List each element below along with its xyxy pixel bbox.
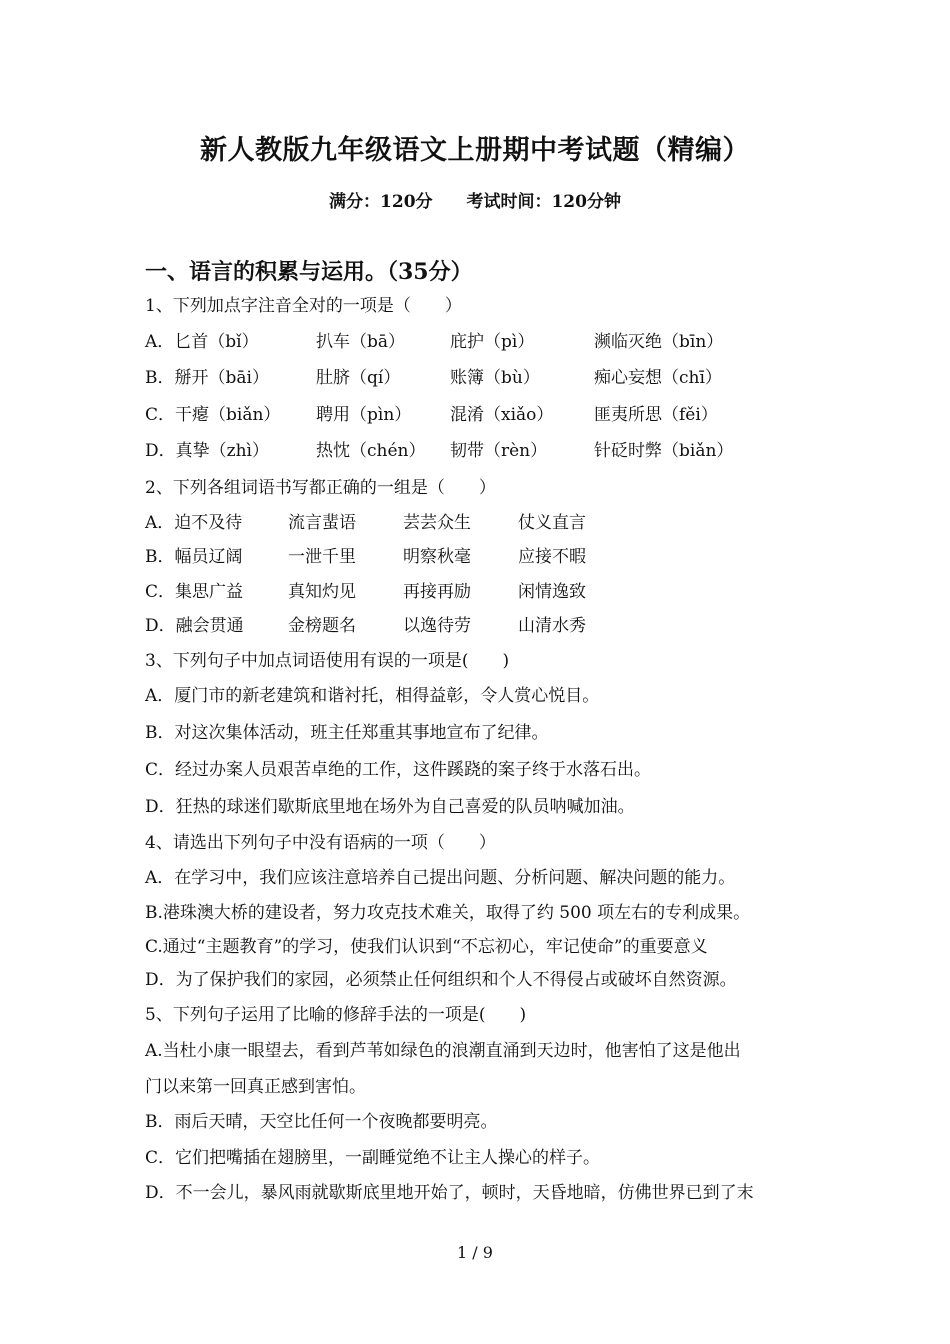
q2-stem: 2、下列各组词语书写都正确的一组是（ ）	[145, 478, 496, 498]
q4-option-a: A．在学习中，我们应该注意培养自己提出问题、分析问题、解决问题的能力。	[145, 868, 736, 888]
q3-option-c: C．经过办案人员艰苦卓绝的工作，这件蹊跷的案子终于水落石出。	[145, 760, 652, 780]
q4-option-d: D．为了保护我们的家园，必须禁止任何组织和个人不得侵占或破坏自然资源。	[145, 970, 737, 990]
q1-b-1: B．掰开（bāi）	[145, 368, 269, 388]
q2-d-2: 金榜题名	[288, 616, 356, 636]
q1-b-3: 账簿（bù）	[450, 368, 540, 388]
q1-c-3: 混淆（xiǎo）	[450, 405, 554, 425]
q5-stem: 5、下列句子运用了比喻的修辞手法的一项是( )	[145, 1005, 527, 1025]
q2-a-4: 仗义直言	[518, 513, 586, 533]
q2-c-3: 再接再励	[403, 582, 471, 602]
q2-a-1: A．迫不及待	[145, 513, 243, 533]
q2-option-b	[145, 545, 745, 569]
q1-stem: 1、下列加点字注音全对的一项是（ ）	[145, 296, 462, 316]
q4-option-b: B.港珠澳大桥的建设者，努力攻克技术难关，取得了约 500 项左右的专利成果。	[145, 903, 751, 923]
q2-c-4: 闲情逸致	[518, 582, 586, 602]
exam-time: 考试时间：120分钟	[466, 192, 621, 212]
q1-d-2: 热忱（chén）	[316, 441, 426, 461]
q1-option-d	[145, 439, 795, 463]
q2-b-2: 一泄千里	[288, 547, 356, 567]
q2-a-2: 流言蜚语	[288, 513, 356, 533]
q1-option-a	[145, 330, 795, 354]
q1-option-b	[145, 366, 795, 390]
page-number: 1 / 9	[457, 1243, 493, 1262]
q1-b-2: 肚脐（qí）	[316, 368, 401, 388]
q2-b-3: 明察秋毫	[403, 547, 471, 567]
q2-option-a	[145, 511, 745, 535]
q3-option-d: D．狂热的球迷们歇斯底里地在场外为自己喜爱的队员呐喊加油。	[145, 797, 635, 817]
q5-option-a-line1: A.当杜小康一眼望去，看到芦苇如绿色的浪潮直涌到天边时，他害怕了这是他出	[145, 1041, 741, 1061]
q4-stem: 4、请选出下列句子中没有语病的一项（ ）	[145, 833, 496, 853]
q5-option-b: B．雨后天晴，天空比任何一个夜晚都要明亮。	[145, 1112, 498, 1132]
q3-stem: 3、下列句子中加点词语使用有误的一项是( )	[145, 651, 510, 671]
full-score: 满分：120分	[329, 192, 433, 212]
q1-b-4: 痴心妄想（chī）	[594, 368, 722, 388]
q2-d-1: D．融会贯通	[145, 616, 244, 636]
q1-c-4: 匪夷所思（fěi）	[594, 405, 718, 425]
q1-c-2: 聘用（pìn）	[316, 405, 412, 425]
q3-option-a: A．厦门市的新老建筑和谐衬托，相得益彰，令人赏心悦目。	[145, 686, 600, 706]
q1-a-4: 濒临灭绝（bīn）	[594, 332, 724, 352]
q1-a-1: A．匕首（bǐ）	[145, 332, 259, 352]
section-heading: 一、语言的积累与运用。（35分）	[145, 259, 473, 285]
q5-option-c: C．它们把嘴插在翅膀里，一副睡觉绝不让主人操心的样子。	[145, 1148, 601, 1168]
exam-meta	[0, 187, 950, 212]
document-title: 新人教版九年级语文上册期中考试题（精编）	[200, 135, 750, 166]
q5-option-d: D．不一会儿，暴风雨就歇斯底里地开始了，顿时，天昏地暗，仿佛世界已到了末	[145, 1183, 754, 1203]
q4-option-c: C.通过“主题教育”的学习，使我们认识到“不忘初心，牢记使命”的重要意义	[145, 937, 708, 957]
q2-a-3: 芸芸众生	[403, 513, 471, 533]
q1-option-c	[145, 403, 795, 427]
q1-d-1: D．真挚（zhì）	[145, 441, 269, 461]
q2-c-1: C．集思广益	[145, 582, 244, 602]
q2-option-d	[145, 614, 745, 638]
q2-c-2: 真知灼见	[288, 582, 356, 602]
q1-d-4: 针砭时弊（biǎn）	[594, 441, 734, 461]
q5-option-a-line2: 门以来第一回真正感到害怕。	[145, 1077, 366, 1097]
q1-c-1: C．干瘪（biǎn）	[145, 405, 281, 425]
q1-a-3: 庇护（pì）	[450, 332, 535, 352]
q1-a-2: 扒车（bā）	[316, 332, 406, 352]
q3-option-b: B．对这次集体活动，班主任郑重其事地宣布了纪律。	[145, 723, 549, 743]
q2-d-3: 以逸待劳	[403, 616, 471, 636]
q2-b-1: B．幅员辽阔	[145, 547, 243, 567]
q1-d-3: 韧带（rèn）	[450, 441, 548, 461]
q2-b-4: 应接不暇	[518, 547, 586, 567]
q2-d-4: 山清水秀	[518, 616, 586, 636]
q2-option-c	[145, 580, 745, 604]
